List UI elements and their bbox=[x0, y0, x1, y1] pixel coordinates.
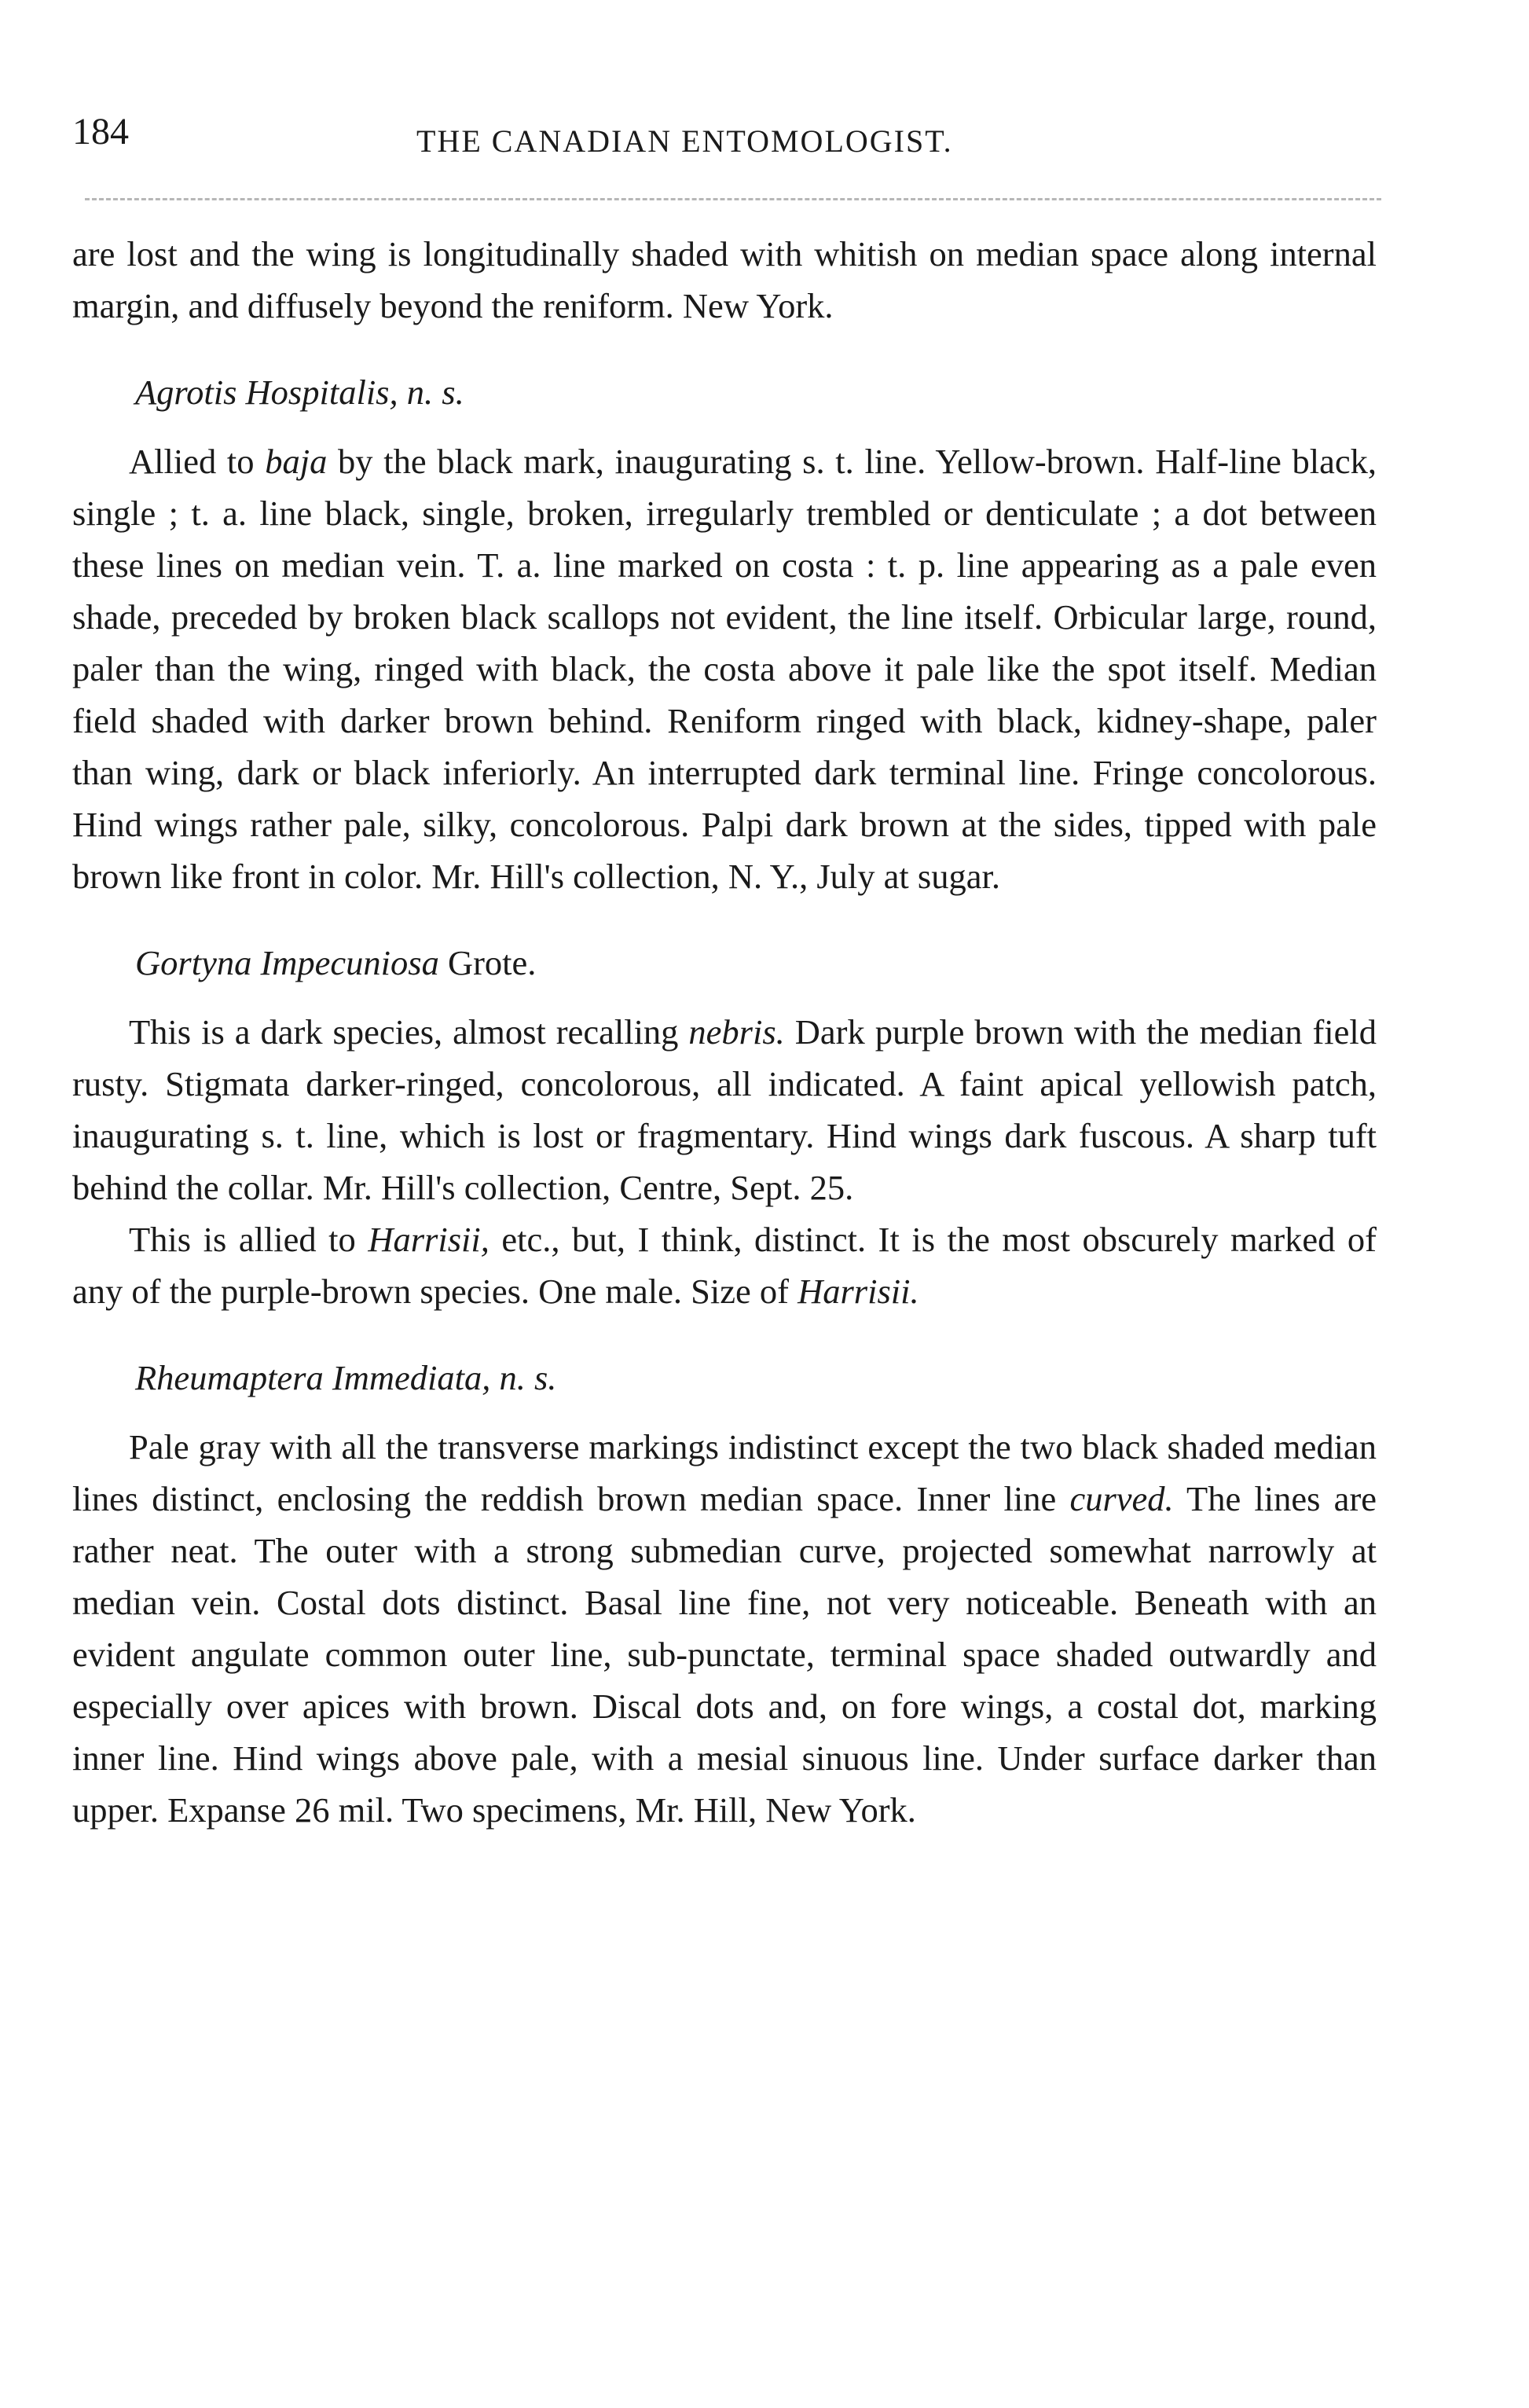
species-description: Allied to baja by the black mark, inaugurating s. t. line. Yellow-brown. Half-line black, single ; t. a. line black, single, broken, irregularly trembled or denticulate ; a dot between these lines on median vein. T. a. line marked on costa : t. p. line appearing as a pale even shade, preceded by broken black scallops not evident, the line itself. Orbicular large, round, paler than the wing, ringed with black, the costa above it pale like the spot itself. Median field shaded with darker brown behind. Reniform ringed with black, kidney-shape, paler than wing, dark or black inferiorly. An interrupted dark terminal line. Fringe concolorous. Hind wings rather pale, silky, concolorous. Palpi dark brown at the sides, tipped with pale brown like front in color. Mr. Hill's collection, N. Y., July at sugar. bbox=[72, 442, 1377, 896]
running-head: THE CANADIAN ENTOMOLOGIST. bbox=[416, 123, 953, 159]
species-heading bbox=[72, 937, 1377, 989]
header-rule bbox=[85, 198, 1381, 200]
body-text bbox=[72, 228, 1377, 1836]
species-description: This is a dark species, almost recalling nebris. Dark purple brown with the median field rusty. Stigmata darker-ringed, concolorous, all indicated. A faint apical yellowish patch, inaugurating s. t. line, which is lost or fragmentary. Hind wings dark fuscous. A sharp tuft behind the collar. Mr. Hill's collection, Centre, Sept. 25. bbox=[72, 1012, 1377, 1207]
continuation-paragraph: are lost and the wing is longitudinally shaded with whitish on median space along internal margin, and diffusely beyond the reniform. New York. bbox=[72, 234, 1377, 325]
species-description: Pale gray with all the transverse markings indistinct except the two black shaded median lines distinct, enclosing the reddish brown median space. Inner line curved. The lines are rather neat. The outer with a strong submedian curve, projected somewhat narrowly at median vein. Costal dots distinct. Basal line fine, not very noticeable. Beneath with an evident angulate common outer line, sub-punctate, terminal space shaded outwardly and especially over apices with brown. Discal dots and, on fore wings, a costal dot, marking inner line. Hind wings above pale, with a mesial sinuous line. Under surface darker than upper. Expanse 26 mil. Two specimens, Mr. Hill, New York. bbox=[72, 1427, 1377, 1830]
species-name: Agrotis Hospitalis, bbox=[135, 373, 398, 412]
species-name: Gortyna Impecuniosa bbox=[135, 943, 439, 982]
page-header bbox=[72, 101, 1455, 171]
species-heading bbox=[72, 1352, 1377, 1404]
species-remark: This is allied to Harrisii, etc., but, I think, distinct. It is the most obscurely marked of any of the purple-brown species. One male. Size of Harrisii. bbox=[72, 1220, 1377, 1311]
species-status: Grote. bbox=[447, 943, 537, 982]
species-status: n. s. bbox=[499, 1358, 557, 1397]
species-status: n. s. bbox=[406, 373, 464, 412]
species-heading bbox=[72, 366, 1377, 418]
species-name: Rheumaptera Immediata, bbox=[135, 1358, 491, 1397]
page-number: 184 bbox=[72, 111, 129, 152]
